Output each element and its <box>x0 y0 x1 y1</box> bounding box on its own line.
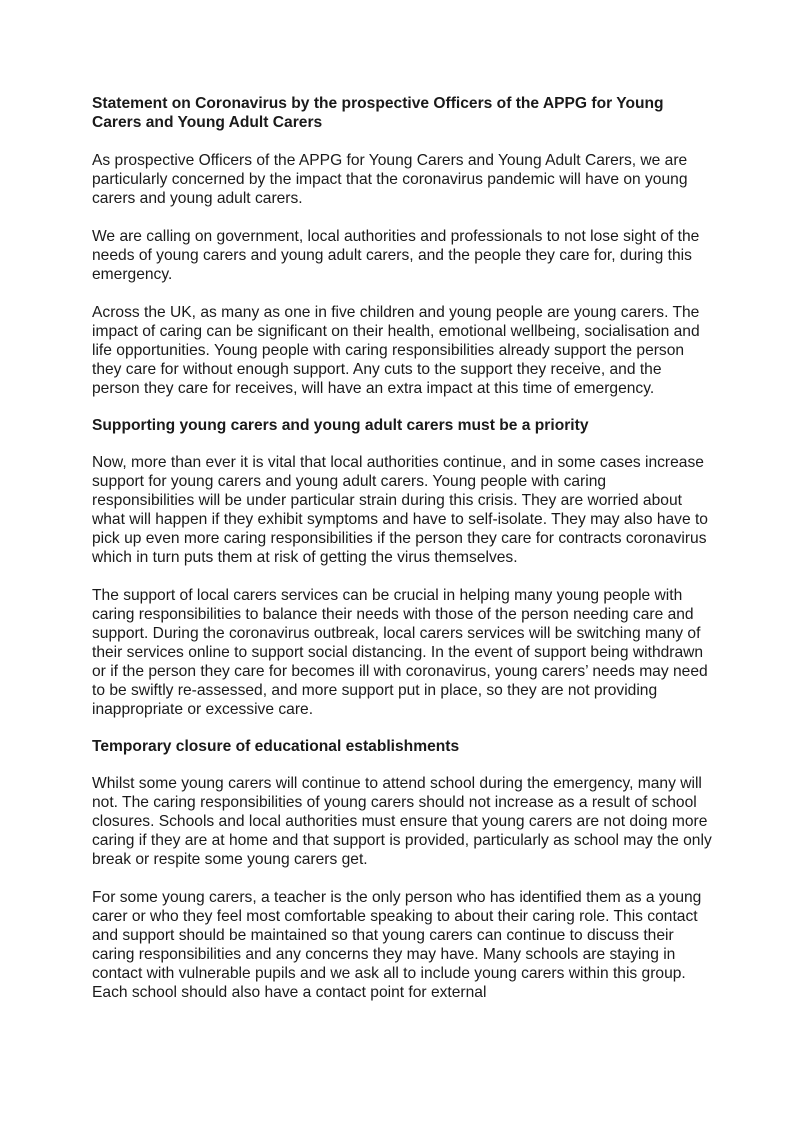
intro-paragraph-3: Across the UK, as many as one in five children and young people are young carers. The impact of caring can be significant on their health, emotional wellbeing, socialisation and life opportunities. Young people with caring responsibilities already support the person they care for without enough support. Any cuts to the support they receive, and the person they care for receives, will have an extra impact at this time of emergency. <box>92 304 700 397</box>
section-heading-school-closures: Temporary closure of educational establishments <box>92 738 460 755</box>
document-page <box>92 94 712 1021</box>
section-2-paragraph-1: Whilst some young carers will continue to attend school during the emergency, many will not. The caring responsibilities of young carers should not increase as a result of school closures. Schools and local authorities must ensure that young carers are not doing more caring if they are at home and that support is provided, particularly as school may the only break or respite some young carers get. <box>92 775 712 868</box>
section-1-paragraph-2: The support of local carers services can be crucial in helping many young people with caring responsibilities to balance their needs with those of the person needing care and support. During the coronavirus outbreak, local carers services will be switching many of their services online to support social distancing. In the event of support being withdrawn or if the person they care for becomes ill with coronavirus, young carers’ needs may need to be swiftly re-assessed, and more support put in place, so they are not providing inappropriate or excessive care. <box>92 587 708 718</box>
intro-paragraph-1: As prospective Officers of the APPG for Young Carers and Young Adult Carers, we are particularly concerned by the impact that the coronavirus pandemic will have on young carers and young adult carers. <box>92 152 688 207</box>
intro-paragraph-2: We are calling on government, local authorities and professionals to not lose sight of the needs of young carers and young adult carers, and the people they care for, during this emergency. <box>92 228 700 283</box>
section-2-paragraph-2: For some young carers, a teacher is the only person who has identified them as a young carer or who they feel most comfortable speaking to about their caring role. This contact and support should be maintained so that young carers can continue to discuss their caring responsibilities and any concerns they may have. Many schools are staying in contact with vulnerable pupils and we ask all to include young carers within this group. Each school should also have a contact point for external <box>92 889 702 1001</box>
section-heading-priority: Supporting young carers and young adult carers must be a priority <box>92 417 589 434</box>
document-title: Statement on Coronavirus by the prospective Officers of the APPG for Young Carers and Young Adult Carers <box>92 95 664 131</box>
section-1-paragraph-1: Now, more than ever it is vital that local authorities continue, and in some cases increase support for young carers and young adult carers. Young people with caring responsibilities will be under particular strain during this crisis. They are worried about what will happen if they exhibit symptoms and have to self-isolate. They may also have to pick up even more caring responsibilities if the person they care for contracts coronavirus which in turn puts them at risk of getting the virus themselves. <box>92 454 708 566</box>
